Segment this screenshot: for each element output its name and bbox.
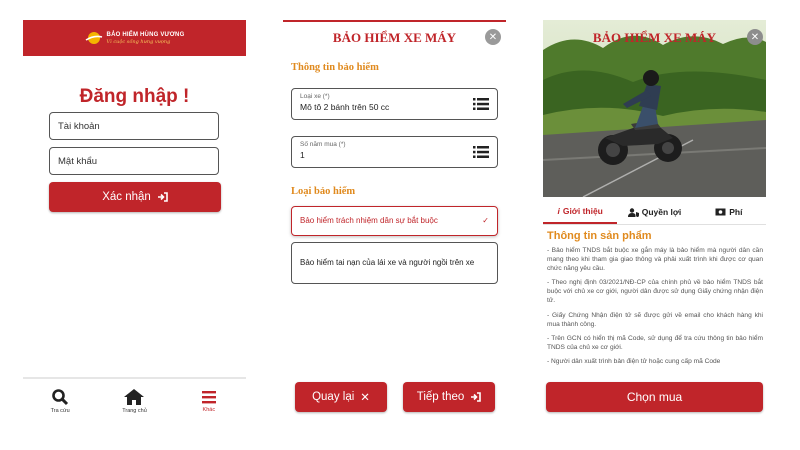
nav-item-search[interactable] [30, 388, 90, 414]
close-icon: ✕ [750, 31, 760, 43]
motorcycle-rider-image [543, 20, 766, 197]
menu-icon [201, 389, 217, 405]
confirm-label: Xác nhận [102, 191, 151, 203]
brand-slogan: Vì cuộc sống hưng vượng [106, 38, 171, 45]
next-label: Tiếp theo [416, 391, 465, 403]
close-icon: ✕ [360, 392, 370, 404]
product-title: BẢO HIỂM XE MÁY [592, 30, 717, 45]
years-value: 1 [300, 150, 305, 160]
list-icon [473, 145, 489, 159]
top-accent-line [283, 20, 506, 22]
info-paragraph: - Theo nghị định 03/2021/NĐ-CP của chính phủ về bảo hiểm TNDS bắt buộc với chủ xe cơ giới, người dân được sử dụng Giấy chứng nhận điện tử. [547, 279, 763, 305]
tab-benefits-label: Quyền lợi [641, 207, 682, 217]
product-info-body [547, 246, 763, 376]
nav-label-more: Khác [202, 406, 216, 413]
section-insurance-type: Loại bảo hiểm [291, 186, 356, 197]
option-label: Bảo hiểm trách nhiệm dân sự bắt buộc [300, 216, 438, 225]
nav-label-home: Trang chủ [122, 407, 147, 414]
back-label: Quay lại [312, 391, 355, 403]
info-paragraph: - Bảo hiểm TNDS bắt buộc xe gắn máy là bảo hiểm mà người dân cần mang theo khi tham gia giao thông và phải xuất trình khi được cơ quan chức năng yêu cầu. [547, 247, 763, 273]
info-icon: i [557, 206, 560, 216]
option-label: Bảo hiểm tai nạn của lái xe và người ngồi trên xe [300, 258, 475, 267]
brand-logo-icon [85, 31, 103, 45]
back-button[interactable] [295, 382, 387, 412]
search-icon [51, 388, 69, 406]
info-paragraph: - Giấy Chứng Nhận điện tử sẽ được gửi về email cho khách hàng khi mua thành công. [547, 311, 763, 328]
buy-button[interactable] [546, 382, 763, 412]
vehicle-type-value: Mô tô 2 bánh trên 50 cc [300, 102, 390, 112]
check-icon: ✓ [482, 216, 489, 225]
nav-label-search: Tra cứu [50, 407, 70, 414]
brand-banner [23, 20, 246, 56]
tab-intro-label: Giới thiệu [562, 206, 603, 216]
insurance-form-screen [283, 20, 506, 420]
product-detail-screen [543, 20, 766, 420]
nav-item-more[interactable] [179, 389, 239, 413]
brand-logo-group [85, 31, 185, 45]
hero-image [543, 20, 766, 197]
username-input[interactable]: Tài khoản [49, 112, 219, 140]
buy-label: Chọn mua [626, 390, 683, 404]
info-paragraph: - Người dân xuất trình bản điện tử hoặc cung cấp mã Code [547, 357, 721, 365]
sign-in-icon [470, 392, 481, 402]
confirm-button[interactable] [49, 182, 221, 212]
tab-intro[interactable] [543, 200, 617, 224]
login-screen [23, 20, 246, 420]
money-icon [715, 208, 726, 216]
product-tabs [543, 200, 766, 225]
login-title: Đăng nhập ! [79, 86, 190, 107]
sign-in-icon [157, 192, 168, 202]
home-icon [123, 388, 145, 406]
next-button[interactable] [403, 382, 495, 412]
user-shield-icon [628, 208, 639, 217]
product-info-title: Thông tin sản phẩm [547, 230, 652, 242]
years-select[interactable] [291, 136, 498, 168]
tab-fee[interactable] [692, 200, 766, 224]
bottom-navigation [23, 377, 246, 420]
years-label: Số năm mua (*) [300, 141, 346, 148]
tab-benefits[interactable] [617, 200, 691, 224]
info-paragraph: - Trên GCN có hiển thị mã Code, sử dụng để tra cứu thông tin bảo hiểm TNDS của chủ xe cơ giới. [547, 334, 763, 351]
vehicle-type-select[interactable] [291, 88, 498, 120]
close-button[interactable] [485, 29, 501, 45]
brand-name: BẢO HIỂM HÙNG VƯƠNG [106, 31, 185, 38]
list-icon [473, 97, 489, 111]
vehicle-type-label: Loại xe (*) [300, 93, 330, 100]
section-insurance-info: Thông tin bảo hiểm [291, 62, 379, 73]
form-title: BẢO HIỂM XE MÁY [332, 30, 457, 45]
option-compulsory-liability[interactable] [291, 206, 498, 236]
nav-item-home[interactable] [104, 388, 164, 414]
password-input[interactable]: Mật khẩu [49, 147, 219, 175]
option-driver-accident[interactable] [291, 242, 498, 284]
close-icon: ✕ [488, 31, 498, 43]
tab-fee-label: Phí [729, 207, 743, 217]
